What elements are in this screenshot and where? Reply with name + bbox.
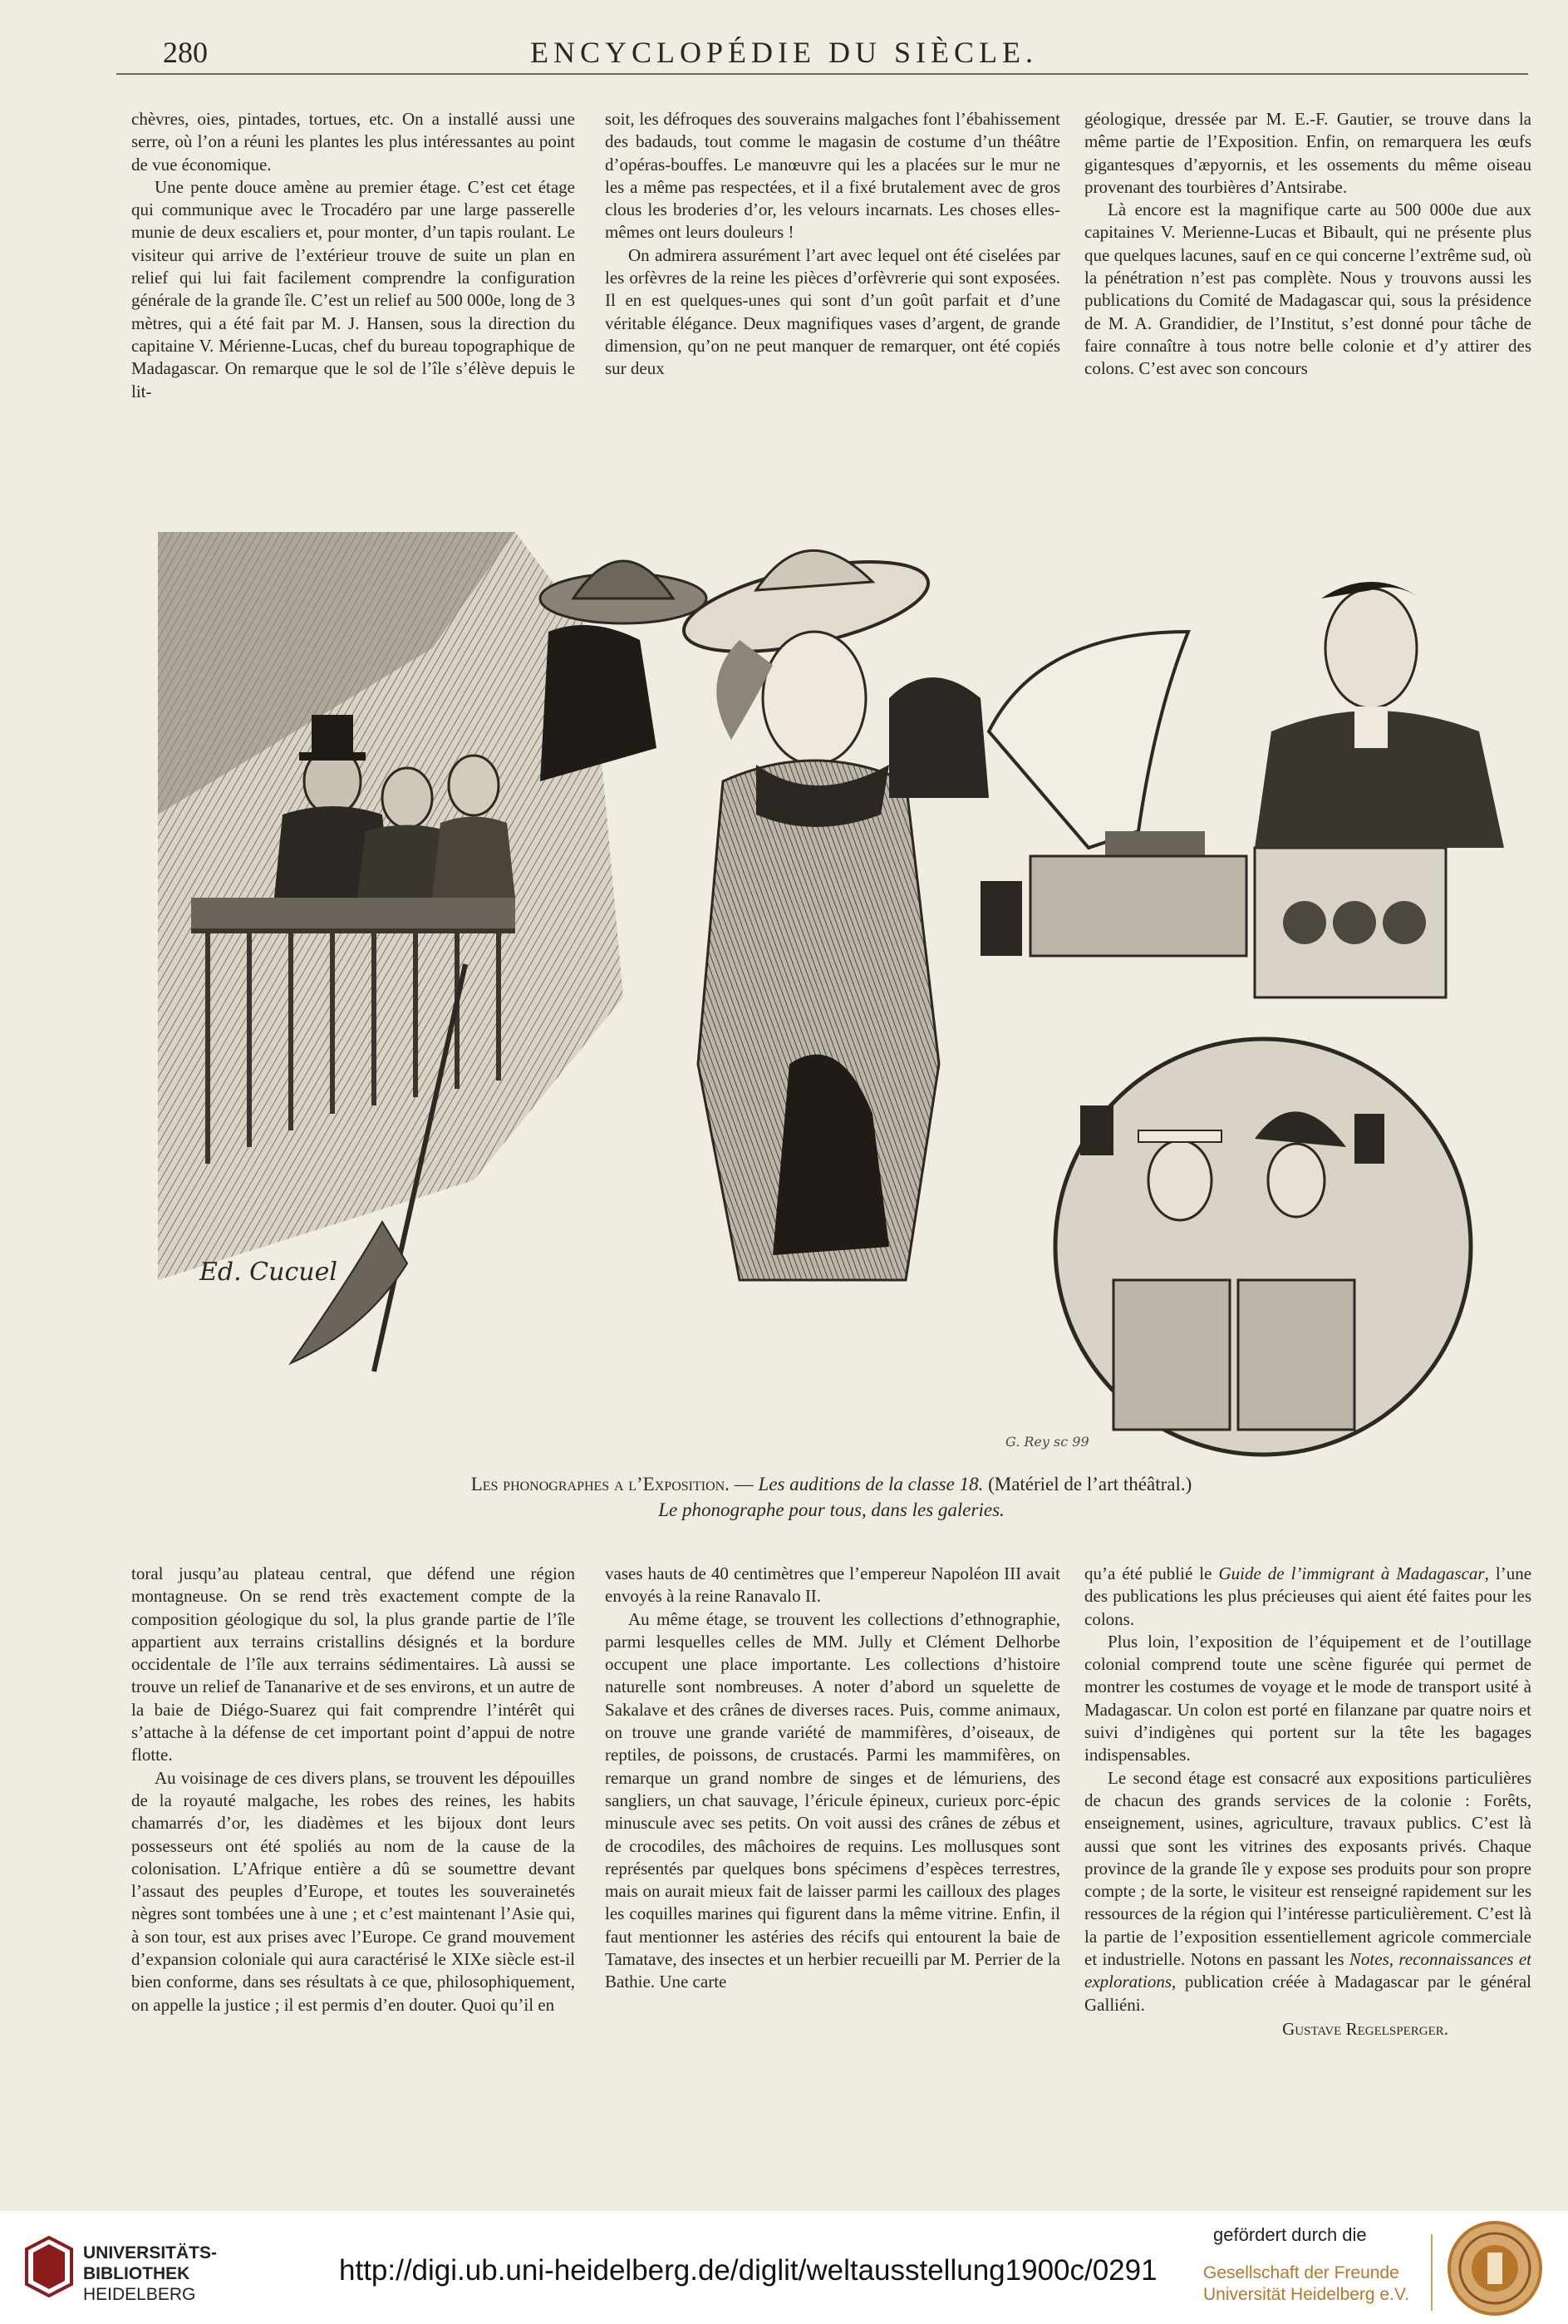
author-signature: Gustave Regelsperger.: [1282, 2018, 1448, 2039]
top-column-3: [1084, 108, 1531, 474]
paragraph: Au voisinage de ces divers plans, se trouvent les dépouilles de la royauté malgache, les robes des reines, les habits chamarrés d’or, les diadèmes et les bijoux dont leurs possesseurs ont été spoliés au nom de la cause de la colonisation. L’Afrique entière a dû se soumettre devant l’assaut des peuples d’Europe, et toutes les souverainetés nègres sont tombées une à une ; et c’est maintenant l’Asie qui, à son tour, est aux prises avec l’Europe. Ce grand mouvement d’expansion coloniale qui aura caractérisé le XIXe siècle est-il bien conforme, dans ses résultats à ce que, philosophiquement, on appelle la justice ; il est permis d’en douter. Quoi qu’il en: [131, 1767, 575, 2015]
top-column-2: [605, 108, 1060, 474]
page-number: 280: [163, 36, 208, 69]
paragraph: [1084, 1563, 1531, 1631]
running-title: ENCYCLOPÉDIE DU SIÈCLE.: [530, 36, 1038, 69]
page-header: [0, 28, 1568, 70]
text: , l’une des publications les plus précieuses qui aient été faites pour les colons.: [1084, 1563, 1531, 1629]
sponsor-line: Gesellschaft der Freunde: [1203, 2263, 1399, 2282]
text: Le second étage est consacré aux expositions particulières de chacun des grands services de la colonie : Forêts, enseignement, usines, agriculture, travaux publics. C’est là aussi que sont les vitrines des exposants privés. Chaque province de la grande île y expose ses produits pour son propre compte ; de la sorte, le visiteur est renseigné rapidement sur les ressources de la région qui l’intéresse particulièrement. C’est là la partie de l’exposition essentiellement agricole commerciale et industrielle. Notons en passant les: [1084, 1767, 1531, 1970]
attendant: [1255, 582, 1504, 848]
paragraph: On admirera assurément l’art avec lequel ont été ciselées par les orfèvres de la reine les pièces d’orfèvrerie qui sont exposées. Il en est quelques-unes qui sont d’un goût parfait et d’une véritable élégance. Deux magnifiques vases d’argent, de grande dimension, qu’on ne peut manquer de remarquer, ont été copiés sur deux: [605, 244, 1060, 379]
paragraph: soit, les défroques des souverains malgaches font l’ébahissement des badauds, tout comme le magasin de costume d’un théâtre d’opéras-bouffes. Le manœuvre qui les a placées sur le mur ne les a même pas respectées, et il a fixé brutalement avec de gros clous les broderies d’or, les velours incarnats. Les choses elles-mêmes ont leurs douleurs !: [605, 109, 1060, 243]
bottom-column-1: [131, 1563, 575, 2136]
paragraph: Au même étage, se trouvent les collections d’ethnographie, parmi lesquelles celles de MM. Jully et Clément Delhorbe occupent une place importante. Les collections d’histoire naturelle sont nombreuses. A noter d’abord un squelette de Sakalave et des crânes de diverses races. Puis, comme animaux, on trouve une grande variété de mammifères, d’oiseaux, de reptiles, de poissons, de crustacés. Parmi les mammifères, on remarque un grand nombre de singes et de lémuriens, des sangliers, un chat sauvage, l’éricule épineux, curieux porc-épic minuscule avec ses petits. On voit aussi des crânes de zébus et de crocodiles, des mâchoires de requins. Les mollusques sont représentés par quelques bons spécimens d’espèces terrestres, mais on aurait mieux fait de laisser parmi les cailloux des plages les coquilles marines qui figurent dans la même vitrine. Enfin, il faut mentionner les astéries des récifs qui entourent la baie de Tamatave, des insectes et un herbier recueilli par M. Perrier de la Bathie. Une carte: [605, 1608, 1060, 1992]
figure-caption: [131, 1471, 1531, 1523]
caption-italic-2: Le phonographe pour tous, dans les galeries.: [658, 1499, 1005, 1520]
publication-title: Notes, reconnaissances et explorations: [1084, 1949, 1531, 1992]
top-column-1: [131, 108, 575, 474]
sponsor-name: [1203, 2262, 1409, 2306]
permalink-url[interactable]: http://digi.ub.uni-heidelberg.de/diglit/weltausstellung1900c/0291: [339, 2254, 1158, 2287]
sponsor-line: Universität Heidelberg e.V.: [1203, 2285, 1409, 2304]
text: qu’a été publié le: [1084, 1563, 1219, 1583]
footer-divider: [1431, 2234, 1433, 2311]
library-line: HEIDELBERG: [83, 2285, 196, 2304]
paragraph: toral jusqu’au plateau central, que défend une région montagneuse. On se rend très exactement compte de la composition géologique du sol, la plus grande partie de l’île appartient aux terrains cristallins désignés et la bordure occidentale de l’île aux terrains sédimentaires. Là aussi se trouve un relief de Tananarive et de ses environs, et un autre de la baie de Diégo-Suarez qui fait comprendre l’intérêt qui s’attache à la défense de cet important point d’appui de notre flotte.: [131, 1563, 575, 1765]
library-logo-icon: [25, 2236, 73, 2297]
paragraph: Là encore est la magnifique carte au 500 000e due aux capitaines V. Merienne-Lucas et Bibault, qui ne présente plus que quelques lacunes, sauf en ce qui concerne l’extrême sud, où la pénétration n’est pas complète. Nous y trouvons aussi les publications du Comité de Madagascar qui, sous la présidence de M. A. Grandidier, de l’Institut, s’est donné pour tâche de faire connaître à tous notre belle colonie et d’y attirer des colons. C’est avec son concours: [1084, 199, 1531, 379]
library-line: UNIVERSITÄTS-: [83, 2243, 218, 2262]
caption-italic-1: Les auditions de la classe 18.: [758, 1474, 984, 1494]
bottom-column-2: [605, 1563, 1060, 2136]
phonograph-illustration: [158, 532, 1527, 1463]
artist-signature: Ed. Cucuel: [199, 1258, 337, 1287]
paragraph: Plus loin, l’exposition de l’équipement et de l’outillage colonial comprend toute une scène figurée qui permet de montrer les costumes de voyage et le mode de transport usité à Madagascar. Un colon est porté en filanzane par quatre noirs et suivi d’indigènes qui portent sur la tête les bagages indispensables.: [1084, 1631, 1531, 1765]
text: , publication créée à Madagascar par le général Galliéni.: [1084, 1972, 1531, 2015]
funded-by-label: gefördert durch die: [1213, 2224, 1367, 2245]
university-seal-icon: [1446, 2219, 1544, 2317]
caption-dash: —: [729, 1474, 759, 1494]
paragraph: [1084, 1767, 1531, 2016]
caption-prefix: Les phonographes a l’Exposition.: [470, 1474, 730, 1494]
library-line: BIBLIOTHEK: [83, 2264, 190, 2283]
inset-vignette: [1055, 1039, 1471, 1455]
paragraph: vases hauts de 40 centimètres que l’empereur Napoléon III avait envoyés à la reine Ranavalo II.: [605, 1563, 1060, 1607]
engraver-mark: G. Rey sc 99: [1005, 1434, 1089, 1450]
paragraph: géologique, dressée par M. E.-F. Gautier, se trouve dans la même partie de l’Exposition. Enfin, on remarquera les œufs gigantesques d’æpyornis, et les ossements du même oiseau provenant des tourbières d’Antsirabe.: [1084, 109, 1531, 197]
paragraph: Une pente douce amène au premier étage. C’est cet étage qui communique avec le Trocadéro par une large passerelle munie de deux escaliers et, pour monter, d’un tapis roulant. Le visiteur qui arrive de l’extérieur trouve de suite un plan en relief qui lui fait facilement comprendre la configuration générale de la grande île. C’est un relief au 500 000e, long de 3 mètres, qui a été fait par M. J. Hansen, sous la direction du capitaine V. Mérienne-Lucas, chef du bureau topographique de Madagascar. On remarque que le sol de l’île s’élève depuis le lit-: [131, 176, 575, 401]
header-rule: [116, 73, 1528, 75]
paragraph: chèvres, oies, pintades, tortues, etc. On a installé aussi une serre, où l’on a réuni les plantes les plus intéressantes au point de vue économique.: [131, 109, 575, 175]
caption-paren: (Matériel de l’art théâtral.): [983, 1474, 1192, 1494]
book-title: Guide de l’immigrant à Madagascar: [1218, 1563, 1485, 1583]
bottom-column-3: [1084, 1563, 1531, 2136]
library-name: [83, 2243, 217, 2305]
library-footer: [0, 2211, 1568, 2324]
